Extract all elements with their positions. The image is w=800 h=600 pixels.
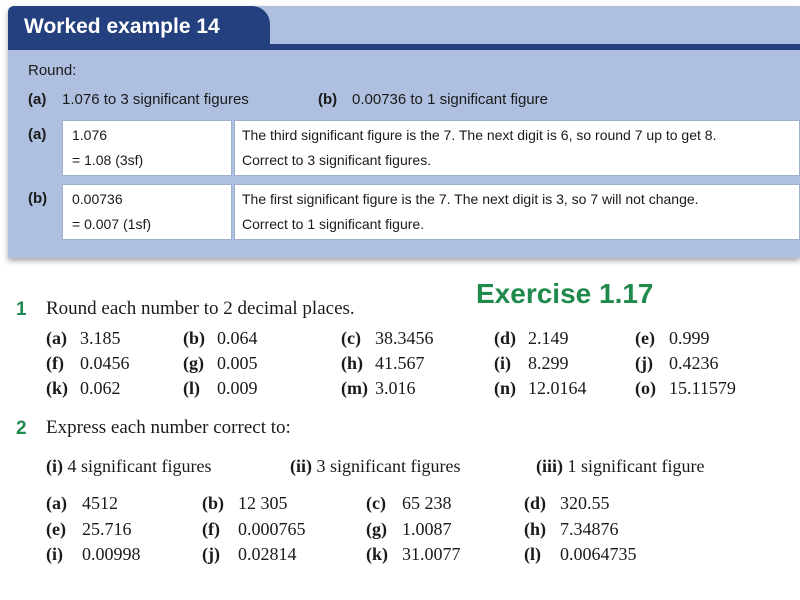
option-i: [46, 456, 211, 477]
question-1-item-value: 3.016: [375, 378, 416, 398]
question-2-item-label: (g): [366, 519, 387, 539]
question-2-item-label: (f): [202, 519, 220, 539]
question-1-item-label: (b): [183, 328, 205, 348]
solution-b-working-line2: = 0.007 (1sf): [72, 216, 151, 232]
question-1-item-value: 0.062: [80, 378, 121, 398]
question-1-item: [494, 378, 587, 399]
question-1-item-label: (j): [635, 353, 653, 373]
solution-b-explain-line2: Correct to 1 significant figure.: [242, 216, 425, 232]
option-iii-text: 1 significant figure: [567, 456, 705, 476]
question-2-item: [46, 493, 118, 514]
question-2-item: [202, 493, 288, 514]
question-1-item-value: 2.149: [528, 328, 569, 348]
question-2-item-label: (i): [46, 544, 63, 564]
question-2-item-label: (j): [202, 544, 220, 564]
question-1-item: [183, 378, 258, 399]
question-1-item-value: 0.064: [217, 328, 258, 348]
question-1-item-value: 0.0456: [80, 353, 130, 373]
solution-a-working-line2: = 1.08 (3sf): [72, 152, 144, 168]
option-ii-text: 3 significant figures: [316, 456, 461, 476]
question-2-item-label: (b): [202, 493, 224, 513]
question-1-item-value: 38.3456: [375, 328, 434, 348]
question-1-item-label: (o): [635, 378, 656, 398]
solution-a-explain-line2: Correct to 3 significant figures.: [242, 152, 432, 168]
question-1-item-value: 41.567: [375, 353, 425, 373]
question-2-item: [202, 519, 306, 540]
question-1-item: [341, 328, 434, 349]
question-1-item-label: (n): [494, 378, 516, 398]
question-2-number: 2: [16, 418, 27, 439]
question-2-item-value: 1.0087: [402, 519, 452, 539]
question-1-item: [635, 353, 719, 374]
option-ii: [290, 456, 460, 477]
question-2-item: [366, 519, 452, 540]
question-2-item-value: 7.34876: [560, 519, 619, 539]
question-1-item-value: 0.009: [217, 378, 258, 398]
question-1-item-label: (d): [494, 328, 516, 348]
question-2-item-label: (e): [46, 519, 66, 539]
question-2-item-value: 0.000765: [238, 519, 306, 539]
question-2-item-label: (h): [524, 519, 546, 539]
worked-example-tab: [8, 6, 270, 50]
question-1-item-label: (a): [46, 328, 67, 348]
solution-b-working-line1: 0.00736: [72, 191, 123, 207]
question-2-item-value: 0.02814: [238, 544, 297, 564]
worked-example-intro: Round:: [28, 62, 77, 79]
question-2-item-value: 25.716: [82, 519, 132, 539]
question-1-item: [635, 378, 736, 399]
part-a-text: 1.076 to 3 significant figures: [62, 91, 249, 108]
option-iii-label: (iii): [536, 456, 563, 476]
worked-example-title: Worked example 14: [24, 15, 220, 38]
question-2-item-value: 12 305: [238, 493, 288, 513]
question-2-item-value: 0.0064735: [560, 544, 637, 564]
question-1-item-label: (e): [635, 328, 655, 348]
question-1-item-label: (c): [341, 328, 361, 348]
option-i-label: (i): [46, 456, 63, 476]
question-1-number: 1: [16, 299, 27, 320]
question-2-item: [366, 493, 452, 514]
question-1-text: Round each number to 2 decimal places.: [46, 298, 355, 319]
question-1-item-value: 0.005: [217, 353, 258, 373]
solution-b-label: (b): [28, 190, 48, 207]
question-2-item-label: (a): [46, 493, 67, 513]
question-1-item-label: (l): [183, 378, 200, 398]
solution-a-working-line1: 1.076: [72, 127, 108, 143]
part-a-label: (a): [28, 91, 47, 108]
solution-a-label: (a): [28, 126, 47, 143]
solution-a-explain-line1: The third significant figure is the 7. The next digit is 6, so round 7 up to get 8.: [242, 127, 717, 143]
question-2-item-value: 0.00998: [82, 544, 141, 564]
question-1-item-label: (g): [183, 353, 204, 373]
question-1-item: [635, 328, 710, 349]
question-1-item: [183, 353, 258, 374]
question-2-item-label: (k): [366, 544, 388, 564]
question-1-item-value: 12.0164: [528, 378, 587, 398]
question-1-item-value: 15.11579: [669, 378, 736, 398]
question-2-item: [46, 519, 132, 540]
question-1-item-value: 0.999: [669, 328, 710, 348]
question-2-item-label: (l): [524, 544, 541, 564]
question-1-item: [341, 378, 416, 399]
question-2-item: [524, 519, 619, 540]
question-2-item-value: 320.55: [560, 493, 610, 513]
question-1-item-label: (i): [494, 353, 511, 373]
question-2-item-value: 31.0077: [402, 544, 461, 564]
option-i-text: 4 significant figures: [67, 456, 212, 476]
question-2-item-label: (d): [524, 493, 546, 513]
question-1-item: [341, 353, 425, 374]
question-1-item: [46, 378, 121, 399]
question-1-item-value: 3.185: [80, 328, 121, 348]
solution-b-explain-line1: The first significant figure is the 7. The next digit is 3, so 7 will not change.: [242, 191, 699, 207]
question-1-item: [46, 353, 130, 374]
question-1-item-value: 8.299: [528, 353, 569, 373]
question-1-item-value: 0.4236: [669, 353, 719, 373]
question-2-item: [524, 544, 637, 565]
option-iii: [536, 456, 704, 477]
question-1-item-label: (m): [341, 378, 368, 398]
part-b-text: 0.00736 to 1 significant figure: [352, 91, 548, 108]
question-2-item-value: 65 238: [402, 493, 452, 513]
question-1-item-label: (h): [341, 353, 363, 373]
question-1-item-label: (f): [46, 353, 64, 373]
question-2-item: [366, 544, 461, 565]
option-ii-label: (ii): [290, 456, 312, 476]
question-2-text: Express each number correct to:: [46, 417, 291, 438]
question-1-item: [183, 328, 258, 349]
question-1-item: [494, 353, 569, 374]
question-2-item: [524, 493, 610, 514]
question-2-item: [202, 544, 297, 565]
part-b-label: (b): [318, 91, 338, 108]
question-1-item: [494, 328, 569, 349]
question-2-item-label: (c): [366, 493, 386, 513]
question-1-item: [46, 328, 121, 349]
question-1-item-label: (k): [46, 378, 68, 398]
question-2-item-value: 4512: [82, 493, 118, 513]
exercise-title: Exercise 1.17: [476, 278, 654, 309]
question-2-item: [46, 544, 141, 565]
